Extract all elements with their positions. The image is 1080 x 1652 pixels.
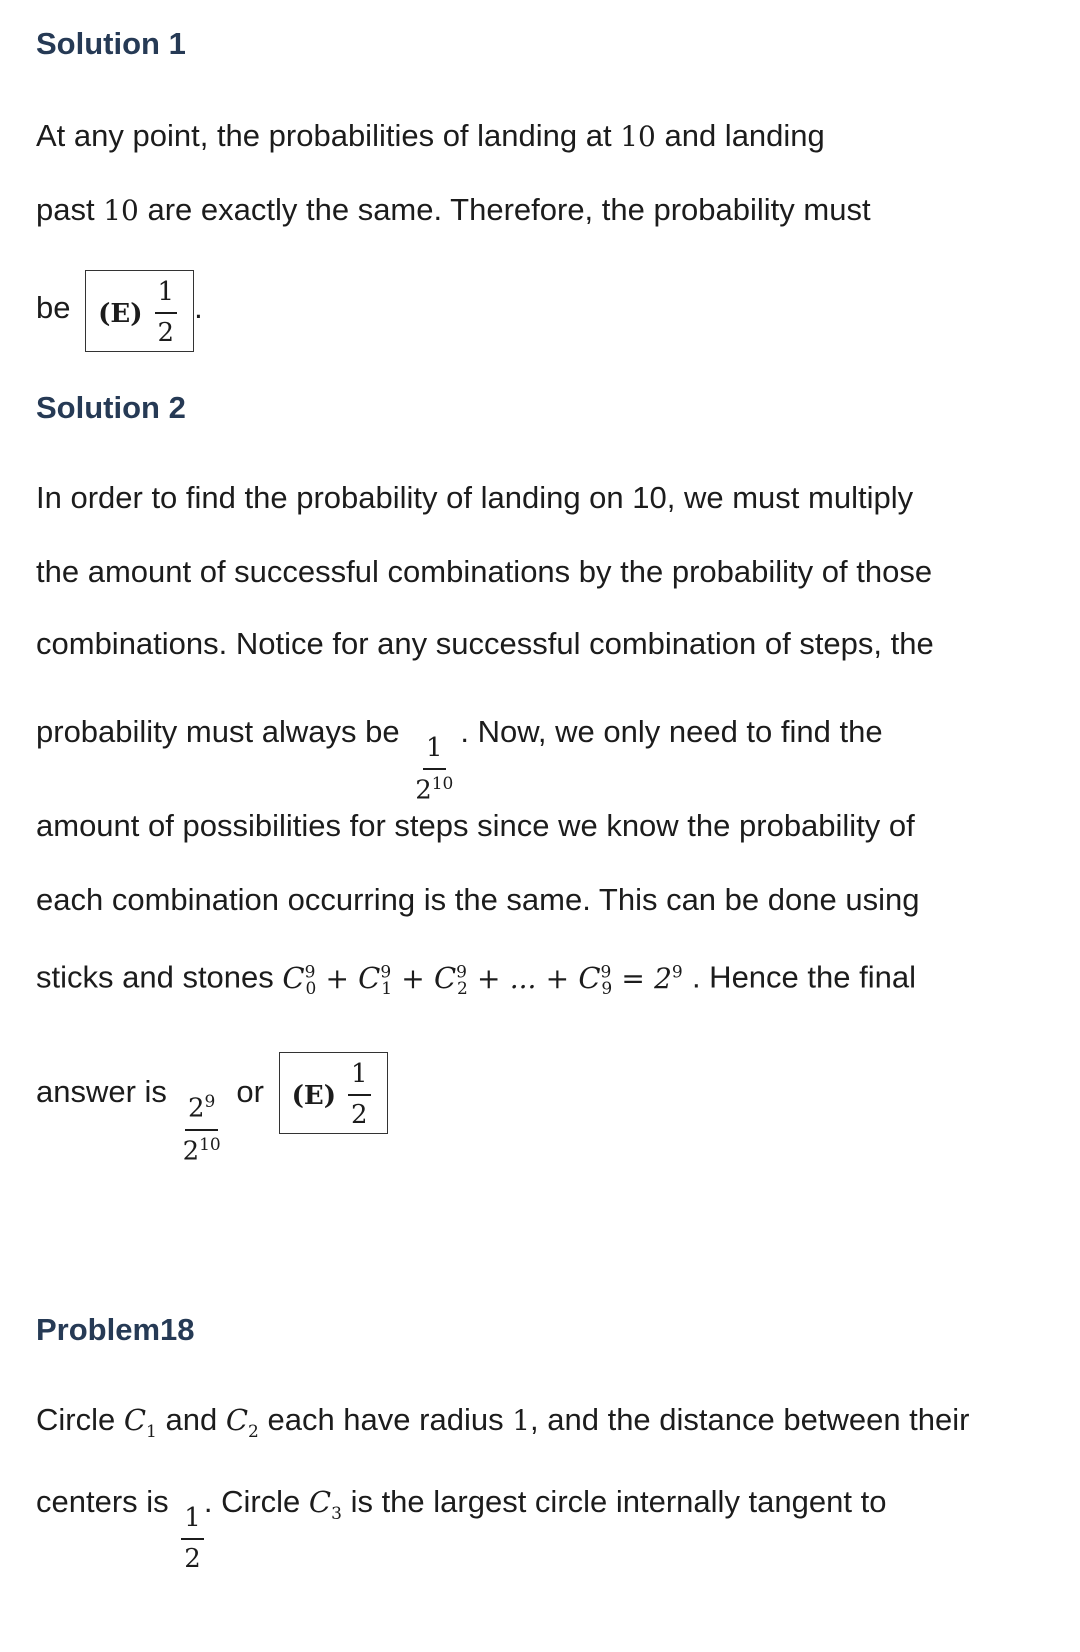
solution-1-line-3: be (E) $\frac{1}{2}$ .: [36, 270, 203, 352]
solution-1-line-2: past 10 are exactly the same. Therefore, the probability must: [36, 192, 871, 227]
solution-2-line-7: sticks and stones $C^9_0 + C^9_1 + C^9_2$ + ... + $C^9_9 = 2^9$ . Hence the final: [36, 959, 916, 1000]
problem-18-line-1: Circle $C_1$ and $C_2$ each have radius 1, and the distance between their: [36, 1402, 970, 1443]
solution-2-line-1: In order to find the probability of landing on 10, we must multiply: [36, 480, 914, 515]
fraction-one-half: $\frac{1}{2}$: [155, 277, 178, 349]
fraction-one-half: $\frac{1}{2}$: [181, 1503, 204, 1575]
fraction-one-over-two-pow-ten: $\frac{1}{2^{10}}$: [415, 733, 454, 807]
solution-2-line-6: each combination occurring is the same. This can be done using: [36, 882, 920, 917]
solution-2-line-8: answer is $\frac{2^9}{2^{10}}$ or (E) $\frac{1}{2}$: [36, 1052, 388, 1168]
solution-2-line-5: amount of possibilities for steps since we know the probability of: [36, 808, 915, 843]
fraction-one-half: $\frac{1}{2}$: [348, 1059, 371, 1131]
boxed-answer-e: (E) $\frac{1}{2}$: [279, 1052, 388, 1134]
solution-1-line-1: At any point, the probabilities of landing at 10 and landing: [36, 118, 825, 153]
binomial-sum-formula: $C^9_0 + C^9_1 + C^9_2$ + ... + $C^9_9 = 2^9$: [282, 960, 683, 1000]
solution-2-line-2: the amount of successful combinations by the probability of those: [36, 554, 933, 589]
problem-18-line-2: centers is $\frac{1}{2}$ . Circle $C_3$ is the largest circle internally tangent to: [36, 1484, 887, 1575]
solution-2-line-3: combinations. Notice for any successful combination of steps, the: [36, 626, 934, 661]
solution-2-heading: Solution 2: [36, 390, 186, 425]
solution-1-heading: Solution 1: [36, 26, 186, 61]
boxed-answer-e: (E) $\frac{1}{2}$: [85, 270, 194, 352]
solution-2-line-4: probability must always be $\frac{1}{2^{10}}$ . Now, we only need to find the: [36, 714, 883, 807]
problem-18-heading: Problem18: [36, 1312, 195, 1347]
fraction-two-pow-nine-over-two-pow-ten: $\frac{2^9}{2^{10}}$: [182, 1091, 221, 1167]
